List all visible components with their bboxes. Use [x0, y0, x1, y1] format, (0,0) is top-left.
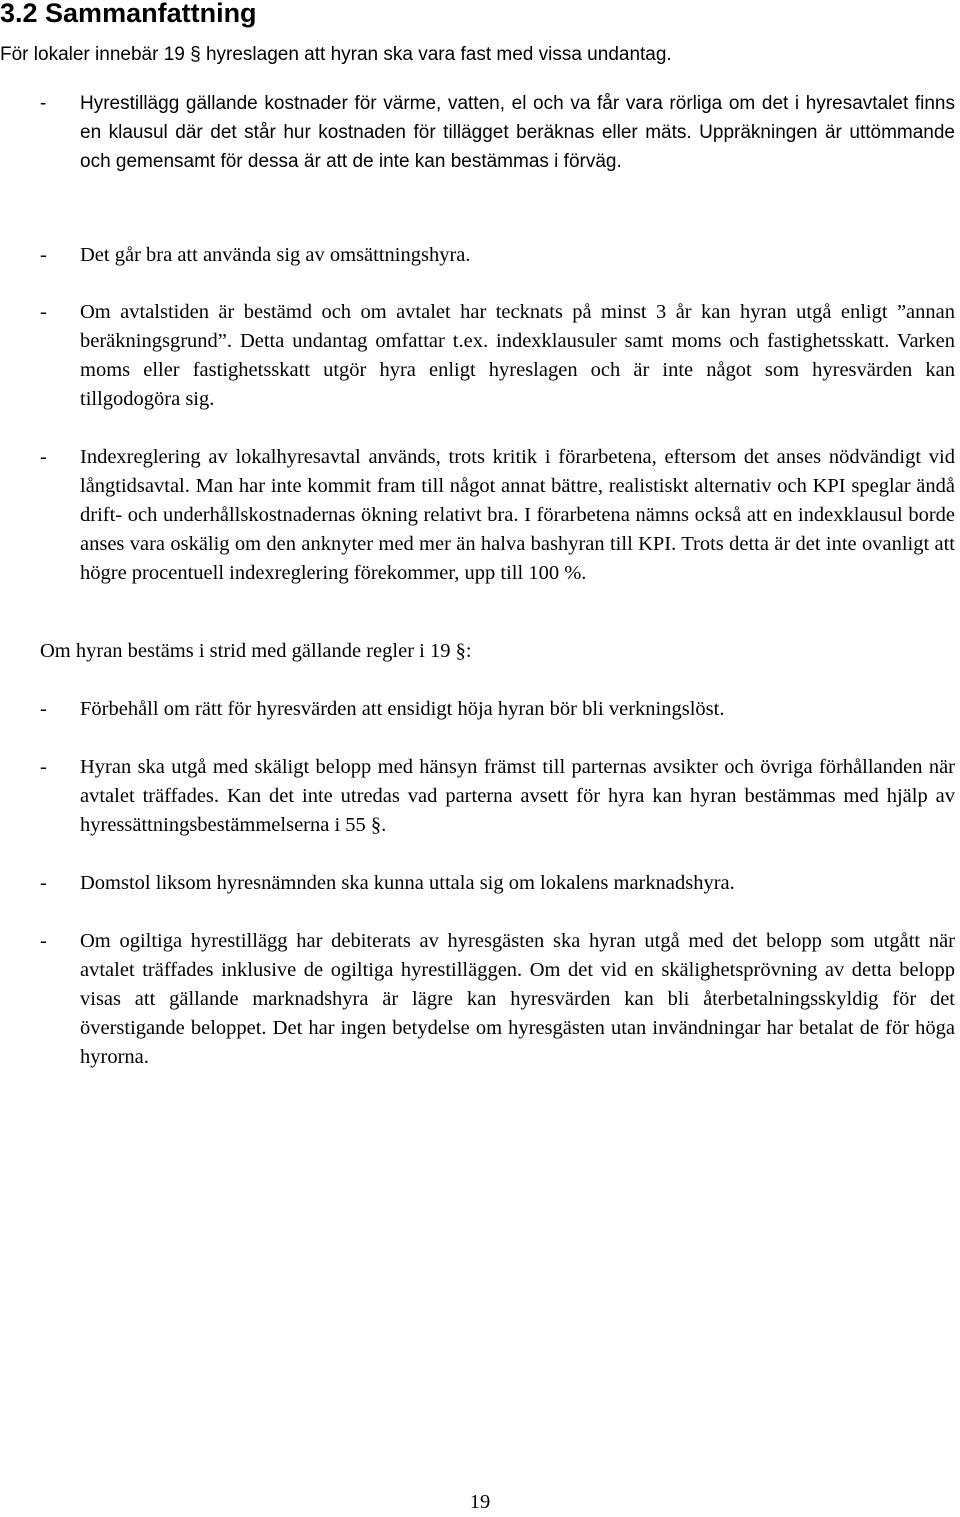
bullet-text: Om ogiltiga hyrestillägg har debiterats av hyresgästen ska hyran utgå med det belopp som utgått när avtalet träffades inklusive de ogiltiga hyrestilläggen. Om det vid en skälighetsprövning av detta belopp visas att gällande marknadshyra är lägre kan hyresvärden kan bli återbetalningsskyldig för det överstigande beloppet. Det har ingen betydelse om hyresgästen utan invändningar har betalat de för höga hyrorna.	[80, 930, 955, 1068]
bullet-dash: -	[40, 446, 47, 468]
bullet-dash: -	[40, 930, 47, 952]
lead-text: Om hyran bestäms i strid med gällande regler i 19 §:	[40, 640, 472, 662]
bullet-text: Hyran ska utgå med skäligt belopp med hänsyn främst till parternas avsikter och övriga förhållanden när avtalet träffades. Kan det inte utredas vad parterna avsett för hyra kan hyran bestämmas med hjälp av hyressättningsbestämmelserna i 55 §.	[80, 756, 955, 836]
bullet-text: Om avtalstiden är bestämd och om avtalet har tecknats på minst 3 år kan hyran utgå enligt ”annan beräkningsgrund”. Detta undantag omfattar t.ex. indexklausuler samt moms och fastighetsskatt. Varken moms eller fastighetsskatt utgör hyra enligt hyreslagen och är inte något som hyresvärden kan tillgodogöra sig.	[80, 301, 955, 410]
bullet-text: Hyrestillägg gällande kostnader för värme, vatten, el och va får vara rörliga om det i hyresavtalet finns en klausul där det står hur kostnaden för tillägget beräknas eller mäts. Uppräkningen är uttömmande och gemensamt för dessa är att de inte kan bestämmas i förväg.	[80, 93, 955, 172]
bullet-text: Domstol liksom hyresnämnden ska kunna uttala sig om lokalens marknadshyra.	[80, 872, 735, 894]
intro-paragraph: För lokaler innebär 19 § hyreslagen att hyran ska vara fast med vissa undantag.	[0, 44, 672, 65]
section-heading: 3.2 Sammanfattning	[0, 0, 257, 28]
bullet-dash: -	[40, 756, 47, 778]
list-item	[0, 89, 955, 209]
bullet-dash: -	[40, 698, 47, 720]
page-number: 19	[469, 1491, 491, 1513]
bullet-dash: -	[40, 301, 47, 323]
lead-paragraph	[0, 637, 955, 667]
list-item	[0, 241, 955, 271]
bullet-text: Indexreglering av lokalhyresavtal används, trots kritik i förarbetena, eftersom det anses nödvändigt vid långtidsavtal. Man har inte kommit fram till något annat bättre, realistiskt alternativ och KPI speglar ändå drift- och underhållskostnadernas ökning relativt bra. I förarbetena nämns också att en indexklausul borde anses vara oskälig om den anknyter med mer än halva bashyran till KPI. Trots detta är det inte ovanligt att högre procentuell indexreglering förekommer, upp till 100 %.	[80, 446, 955, 584]
bullet-dash: -	[40, 872, 47, 894]
list-item	[0, 298, 955, 418]
list-item	[0, 695, 955, 725]
bullet-dash: -	[40, 93, 47, 114]
bullet-text: Det går bra att använda sig av omsättningshyra.	[80, 244, 471, 266]
list-item	[0, 869, 955, 899]
list-item	[0, 753, 955, 843]
bullet-dash: -	[40, 244, 47, 266]
bullet-text: Förbehåll om rätt för hyresvärden att ensidigt höja hyran bör bli verkningslöst.	[80, 698, 725, 720]
list-item	[0, 443, 955, 621]
list-item	[0, 927, 955, 1077]
